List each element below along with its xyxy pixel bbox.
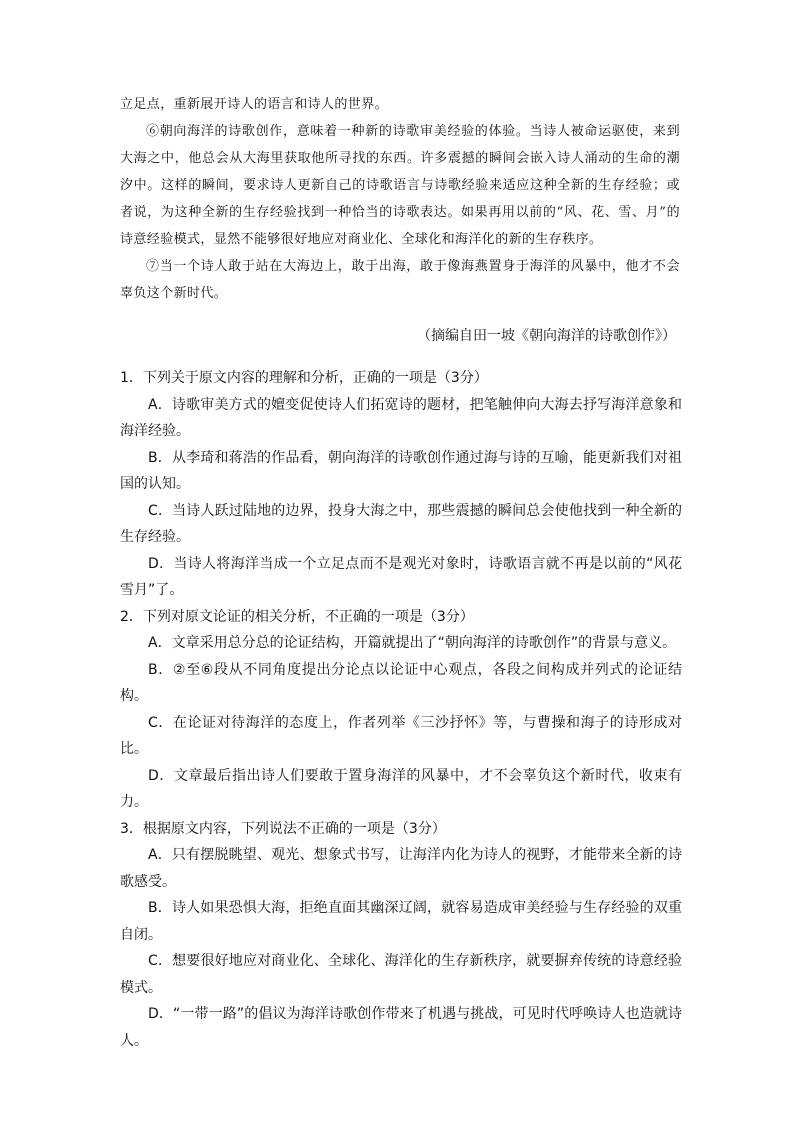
- option-a: A．只有摆脱眺望、观光、想象式书写，让海洋内化为诗人的视野，才能带来全新的诗歌感受。: [120, 847, 682, 890]
- option-d: D．文章最后指出诗人们要敢于置身海洋的风暴中，才不会辜负这个新时代，收束有力。: [120, 767, 682, 810]
- option-d: D．“一带一路”的倡议为海洋诗歌创作带来了机遇与挑战，可见时代呼唤诗人也造就诗人。: [120, 1006, 682, 1049]
- option-a: A．诗歌审美方式的嬗变促使诗人们拓宽诗的题材，把笔触伸向大海去抒写海洋意象和海洋经验。: [120, 396, 682, 439]
- question-stem: 3．根据原文内容，下列说法不正确的一项是（3分）: [120, 820, 446, 837]
- question-stem: 1．下列关于原文内容的理解和分析，正确的一项是（3分）: [120, 370, 488, 386]
- paragraph-7: ⑦当一个诗人敢于站在大海边上，敢于出海，敢于像海燕置身于海洋的风暴中，他才不会辜负这个新时代。: [120, 259, 680, 301]
- paragraph-6: ⑥朝向海洋的诗歌创作，意味着一种新的诗歌审美经验的体验。当诗人被命运驱使，来到大海之中，他总会从大海里获取他所寻找的东西。许多震撼的瞬间会嵌入诗人涌动的生命的潮汐中。这样的瞬间，要求诗人更新自己的诗歌语言与诗歌经验来适应这种全新的生存经验；或者说，为这种全新的生存经验找到一种恰当的诗歌表达。如果再用以前的“风、花、雪、月”的诗意经验模式，显然不能够很好地应对商业化、全球化和海洋化的新的生存秩序。: [120, 124, 680, 247]
- option-a: A．文章采用总分总的论证结构，开篇就提出了“朝向海洋的诗歌创作”的背景与意义。: [148, 635, 677, 651]
- source-citation: （摘编自田一坡《朝向海洋的诗歌创作》）: [417, 328, 676, 344]
- question-stem: 2．下列对原文论证的相关分析，不正确的一项是（3分）: [120, 608, 474, 625]
- option-c: C．当诗人跃过陆地的边界，投身大海之中，那些震撼的瞬间总会使他找到一种全新的生存经验。: [120, 502, 682, 545]
- question-2: [120, 604, 682, 816]
- option-b: B．②至⑥段从不同角度提出分论点以论证中心观点，各段之间构成并列式的论证结构。: [120, 661, 682, 704]
- option-d: D．当诗人将海洋当成一个立足点而不是观光对象时，诗歌语言就不再是以前的“风花雪月”了。: [120, 555, 682, 598]
- option-c: C．想要很好地应对商业化、全球化、海洋化的生存新秩序，就要摒弃传统的诗意经验模式。: [120, 953, 682, 996]
- reading-passage: [120, 91, 680, 307]
- question-1: [120, 365, 682, 604]
- option-b: B．诗人如果恐惧大海，拒绝直面其幽深辽阔，就容易造成审美经验与生存经验的双重自闭。: [120, 900, 682, 943]
- paragraph-5-end: 立足点，重新展开诗人的语言和诗人的世界。: [120, 97, 389, 112]
- question-3: [120, 816, 682, 1055]
- question-list: [120, 365, 682, 1054]
- option-b: B．从李琦和蒋浩的作品看，朝向海洋的诗歌创作通过海与诗的互喻，能更新我们对祖国的认知。: [120, 449, 682, 492]
- option-c: C．在论证对待海洋的态度上，作者列举《三沙抒怀》等，与曹操和海子的诗形成对比。: [120, 714, 682, 757]
